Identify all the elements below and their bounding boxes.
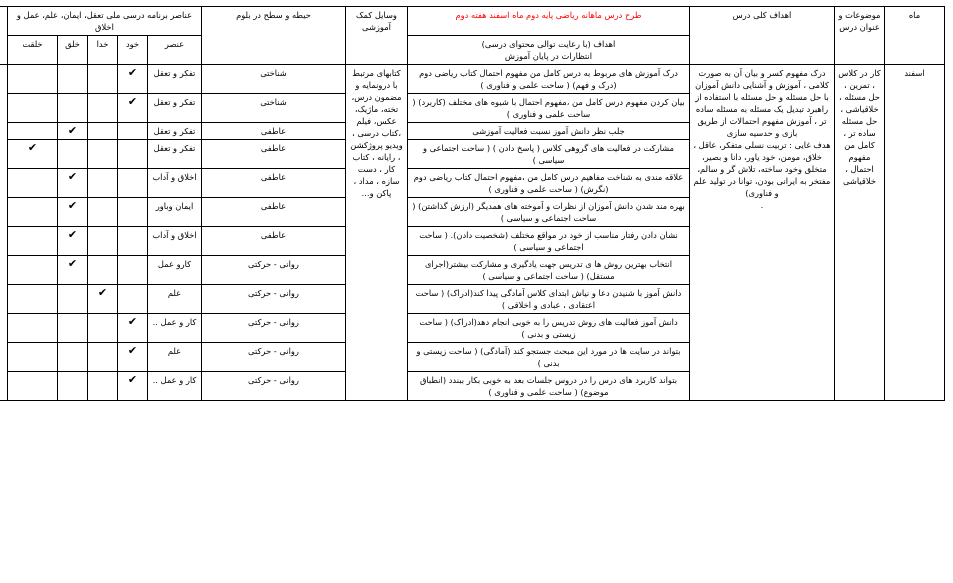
cell-domain-level: شناختی <box>202 65 346 94</box>
cell-element: علم <box>148 343 202 372</box>
check-icon: ✔ <box>97 286 108 300</box>
cell-check-khalgh[interactable] <box>58 169 88 198</box>
cell-check-khoda[interactable] <box>88 198 118 227</box>
cell-domain-level: شناختی <box>202 94 346 123</box>
cell-check-khalgh[interactable] <box>58 285 88 314</box>
check-icon: ✔ <box>67 228 78 242</box>
cell-check-khelghat[interactable] <box>7 372 57 401</box>
cell-check-khoda[interactable] <box>88 65 118 94</box>
cell-check-khelghat[interactable] <box>7 169 57 198</box>
cell-check-khalgh[interactable] <box>58 198 88 227</box>
cell-check-khoda[interactable] <box>88 285 118 314</box>
check-icon: ✔ <box>67 170 78 184</box>
cell-check-khalgh[interactable] <box>58 123 88 140</box>
cell-check-khod[interactable] <box>118 285 148 314</box>
cell-check-khod[interactable] <box>118 169 148 198</box>
check-icon: ✔ <box>27 141 38 155</box>
cell-element: تفکر و تعقل <box>148 94 202 123</box>
cell-check-khelghat[interactable] <box>7 123 57 140</box>
cell-check-khoda[interactable] <box>88 123 118 140</box>
cell-check-khelghat[interactable] <box>7 227 57 256</box>
cell-check-khalgh[interactable] <box>58 94 88 123</box>
cell-check-khod[interactable] <box>118 65 148 94</box>
cell-check-khoda[interactable] <box>88 140 118 169</box>
plan-subtitle <box>408 36 690 65</box>
check-icon: ✔ <box>67 199 78 213</box>
cell-check-khalgh[interactable] <box>58 65 88 94</box>
cell-domain-level: روانی - حرکتی <box>202 285 346 314</box>
cell-domain-level: روانی - حرکتی <box>202 343 346 372</box>
cell-objective: مشارکت در فعالیت های گروهی کلاس ( پاسخ دادن ) ( ساحت اجتماعی و سیاسی ) <box>408 140 690 169</box>
cell-domain-level: روانی - حرکتی <box>202 372 346 401</box>
check-icon: ✔ <box>127 344 138 358</box>
check-icon: ✔ <box>67 257 78 271</box>
cell-check-khod[interactable] <box>118 227 148 256</box>
cell-element: کار و عمل .. <box>148 314 202 343</box>
cell-element: تفکر و تعقل <box>148 140 202 169</box>
check-icon: ✔ <box>127 315 138 329</box>
header-khelghat: خلقت <box>7 36 57 65</box>
header-khalgh: خلق <box>58 36 88 65</box>
cell-check-khelghat[interactable] <box>7 65 57 94</box>
cell-check-khelghat[interactable] <box>7 285 57 314</box>
cell-check-khod[interactable] <box>118 314 148 343</box>
cell-check-khod[interactable] <box>118 123 148 140</box>
cell-domain-level: روانی - حرکتی <box>202 256 346 285</box>
cell-objective: علاقه مندی به شناخت مفاهیم درس کامل من ،مفهوم احتمال کتاب ریاضی دوم (نگرش) ( ساحت علمی و فناوری ) <box>408 169 690 198</box>
cell-check-khoda[interactable] <box>88 227 118 256</box>
header-month: ماه <box>885 7 945 65</box>
cell-month: اسفند <box>885 65 945 401</box>
check-icon: ✔ <box>67 124 78 138</box>
cell-check-khod[interactable] <box>118 94 148 123</box>
cell-element: تفکر و تعقل <box>148 65 202 94</box>
cell-subjects: کار در کلاس ، تمرین ، حل مسئله ، خلاقیاشی ، حل مسئله ساده تر ، کامل من مفهوم احتمال ، خلاقیاشی <box>835 65 885 401</box>
cell-objective: بتواند در سایت ها در مورد این مبحث جستجو کند (آمادگی) ( ساحت زیستی و بدنی ) <box>408 343 690 372</box>
cell-teaching-aids: کتابهای مرتبط با درونمایه و مضمون درس، تخته، ماژیک، عکس، فیلم ،کتاب درسی ، ویدیو پروژکشن ، رایانه ، کتاب کار ، دست سازه ، مداد ، پاکن و... <box>346 65 408 401</box>
header-teaching-aids: وسایل کمک آموزشی <box>346 7 408 65</box>
header-domain-level: حیطه و سطح در بلوم <box>202 7 346 65</box>
cell-check-khelghat[interactable] <box>7 94 57 123</box>
cell-check-khod[interactable] <box>118 140 148 169</box>
cell-objective: دانش آموز فعالیت های روش تدریس را به خوبی انجام دهد(ادراک) ( ساحت زیستی و بدنی ) <box>408 314 690 343</box>
cell-task <box>0 65 7 401</box>
cell-check-khelghat[interactable] <box>7 198 57 227</box>
header-element: عنصر <box>148 36 202 65</box>
cell-check-khelghat[interactable] <box>7 343 57 372</box>
header-general-goals: اهداف کلی درس <box>690 7 835 65</box>
cell-objective: بهره مند شدن دانش آموزان از نظرات و آموخته های همدیگر (ارزش گذاشتن) ( ساحت اجتماعی و سیاسی ) <box>408 198 690 227</box>
cell-check-khalgh[interactable] <box>58 227 88 256</box>
cell-domain-level: عاطفی <box>202 227 346 256</box>
cell-element: اخلاق و آداب <box>148 227 202 256</box>
plan-subtitle-line2: انتظارات در پایان آموزش <box>504 51 593 62</box>
cell-check-khalgh[interactable] <box>58 256 88 285</box>
cell-element: کار و عمل .. <box>148 372 202 401</box>
cell-element: ایمان وباور <box>148 198 202 227</box>
cell-general-goals: درک مفهوم کسر و بیان آن به صورت کلامی ، آموزش و آشنایی دانش آموزان با حل مسئله و حل مسئله با استفاده از راهبرد تبدیل یک مسئله به مسئله ساده تر ، آموزش مفهوم احتمالات از طریق بازی و حدسیه سازی هدف غایی : تربیت نسلی متفکر، عاقل ، خلاق، مومن، خود یاور، دانا و بصیر، متخلق وخود ساخته، تلاش گر و سالم، مفتخر به ایرانی بودن، توانا در تولید علم و فناوری) . <box>690 65 835 401</box>
cell-check-khoda[interactable] <box>88 314 118 343</box>
lesson-plan-table <box>0 6 945 401</box>
cell-check-khoda[interactable] <box>88 343 118 372</box>
cell-check-khalgh[interactable] <box>58 314 88 343</box>
check-icon: ✔ <box>127 66 138 80</box>
cell-objective: نشان دادن رفتار مناسب از خود در مواقع مختلف (شخصیت دادن). ( ساحت اجتماعی و سیاسی ) <box>408 227 690 256</box>
plan-subtitle-line1: اهداف (با رعایت توالی محتوای درسی) <box>481 39 616 50</box>
cell-check-khoda[interactable] <box>88 169 118 198</box>
table-row <box>0 65 945 94</box>
header-subjects: موضوعات و عنوان درس <box>835 7 885 65</box>
cell-objective: انتخاب بهترین روش ها ی تدریس جهت یادگیری و مشارکت بیشتر(اجرای مستقل) ( ساحت اجتماعی و سیاسی ) <box>408 256 690 285</box>
header-khod: خود <box>118 36 148 65</box>
cell-domain-level: عاطفی <box>202 123 346 140</box>
cell-domain-level: عاطفی <box>202 169 346 198</box>
cell-check-khalgh[interactable] <box>58 343 88 372</box>
cell-check-khalgh[interactable] <box>58 372 88 401</box>
cell-domain-level: عاطفی <box>202 198 346 227</box>
check-icon: ✔ <box>127 373 138 387</box>
cell-check-khoda[interactable] <box>88 94 118 123</box>
cell-check-khelghat[interactable] <box>7 140 57 169</box>
cell-objective: درک آموزش های مربوط به درس کامل من مفهوم احتمال کتاب ریاضی دوم (درک و فهم) ( ساحت علمی و فناوری ) <box>408 65 690 94</box>
check-icon: ✔ <box>127 95 138 109</box>
cell-objective: دانش آموز با شنیدن دعا و نیاش ابتدای کلاس آمادگی پیدا کند(ادراک) ( ساحت اعتقادی ، عبادی و اخلاقی ) <box>408 285 690 314</box>
cell-check-khoda[interactable] <box>88 256 118 285</box>
plan-title: طرح درس ماهانه ریاضی پایه دوم ماه اسفند هفته دوم <box>408 7 690 36</box>
table-header-row-1 <box>0 7 945 36</box>
cell-domain-level: روانی - حرکتی <box>202 314 346 343</box>
cell-check-khod[interactable] <box>118 198 148 227</box>
cell-element: علم <box>148 285 202 314</box>
cell-objective: بتواند کاربرد های درس را در دروس جلسات بعد به خوبی بکار ببندد (انطباق موضوع) ( ساحت علمی و فناوری ) <box>408 372 690 401</box>
cell-check-khod[interactable] <box>118 256 148 285</box>
table-body <box>0 65 945 401</box>
cell-objective: بیان کردن مفهوم درس کامل من ،مفهوم احتمال با شیوه های مختلف (کاربرد) ( ساحت علمی و فناوری ) <box>408 94 690 123</box>
cell-domain-level: عاطفی <box>202 140 346 169</box>
cell-check-khod[interactable] <box>118 372 148 401</box>
cell-check-khelghat[interactable] <box>7 256 57 285</box>
cell-element: کارو عمل <box>148 256 202 285</box>
cell-check-khalgh[interactable] <box>58 140 88 169</box>
cell-check-khod[interactable] <box>118 343 148 372</box>
cell-element: اخلاق و آداب <box>148 169 202 198</box>
header-khoda: خدا <box>88 36 118 65</box>
cell-check-khelghat[interactable] <box>7 314 57 343</box>
header-task <box>0 7 7 65</box>
cell-objective: جلب نظر دانش آموز نسبت فعالیت آموزشی <box>408 123 690 140</box>
header-national-elements: عناصر برنامه درسی ملی تعقل، ایمان، علم، عمل و اخلاق <box>7 7 201 36</box>
cell-element: تفکر و تعقل <box>148 123 202 140</box>
cell-check-khoda[interactable] <box>88 372 118 401</box>
